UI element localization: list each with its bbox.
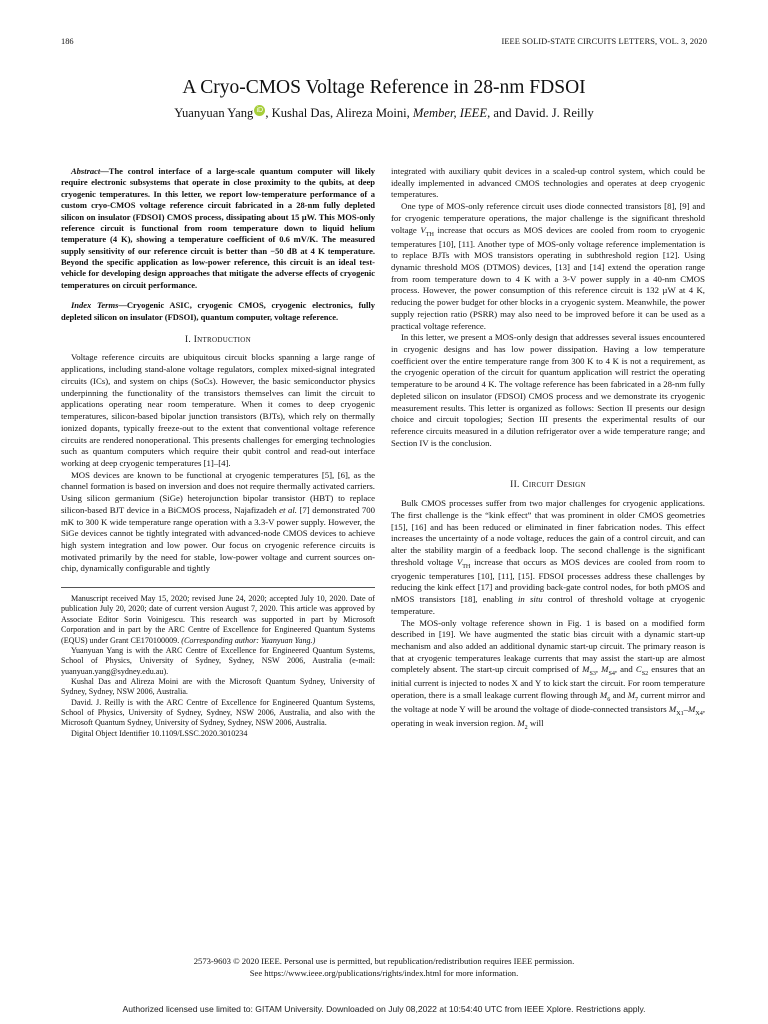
index-terms-label: Index Terms	[71, 300, 119, 311]
right-paragraph-0: integrated with auxiliary qubit devices in a scaled-up control system, which could be ideally implemented in advanced CMOS technologies and operates at deep cryogenic temperatures.	[391, 166, 705, 200]
circuit-paragraph-1: Bulk CMOS processes suffer from two major challenges for cryogenic applications. The first challenge is the “kink effect” that was prominent in older CMOS geometries [15], [16] and has been reduced or eliminated in finer fabrication nodes. This effect increases the uncertainty of a node voltage, reduces the gain of a control circuit, and can alter the stability margin of a feedback loop. The second challenge is the significant threshold voltage $V_{TH}$ increase that occurs as MOS devices are cooled from room to cryogenic temperatures [10], [11], [15]. FDSOI processes address these challenges by reducing the kink effect [17] and providing back-gate control nodes, for both pMOS and nMOS transistors [18], enabling in situ control of threshold voltage at cryogenic temperature.	[391, 498, 706, 616]
abstract-text: —The control interface of a large-scale quantum computer will likely require electronic subsystems that operate in close proximity to the qubits, at deep cryogenic temperatures. In this letter, we report low-temperature performance of a custom cryo-CMOS voltage reference circuit fabricated in a 28-nm fully depleted silicon on insulator (FDSOI) CMOS process, dissipating about 15 µW. This MOS-only reference circuit is functional from room temperature down to liquid helium temperature (4 K), showing a temperature coefficient of 0.6 mV/K. The measured supply sensitivity of our reference circuit is better than −50 dB at 4 K temperature. Beyond the specific application as low-power reference, this circuit is an ideal test-vehicle for developing design approaches that mitigate the adverse effects of cryogenic temperatures on circuit performance.	[61, 166, 375, 290]
footnotes	[61, 587, 375, 739]
journal-header: IEEE SOLID-STATE CIRCUITS LETTERS, VOL. 3, 2020	[501, 37, 707, 46]
abstract	[61, 166, 375, 291]
page-number: 186	[61, 37, 74, 46]
footnote-author-4: David. J. Reilly is with the ARC Centre of Excellence for Engineered Quantum Systems, School of Physics, University of Sydney, Sydney, NSW 2006, Australia, and also with the Microsoft Quantum Sydney, University of Sydney, Sydney, NSW 2006, Australia.	[61, 697, 375, 728]
orcid-icon[interactable]: iD	[254, 105, 265, 116]
copyright-line-2[interactable]: See https://www.ieee.org/publications/rights/index.html for more information.	[249, 967, 519, 978]
footnote-author-1: Yuanyuan Yang is with the ARC Centre of Excellence for Engineered Quantum Systems, School of Physics, University of Sydney, Sydney, NSW 2006, Australia (e-mail: yuanyuan.yang@sydney.edu.au).	[61, 645, 375, 676]
member-ieee: Member, IEEE	[412, 106, 488, 121]
author-2-3: , Kushal Das, Alireza Moini,	[265, 106, 413, 121]
copyright-line-1: 2573-9603 © 2020 IEEE. Personal use is permitted, but republication/redistribution requires IEEE permission.	[193, 956, 575, 966]
author-1: Yuanyuan Yang	[174, 106, 254, 121]
section-heading-introduction: I. Introduction	[185, 334, 251, 345]
right-paragraph-2: In this letter, we present a MOS-only design that addresses several issues encountered in cryogenic designs and has low power dissipation. Having a low temperature coefficient over the entire temperature range from 300 K to 4 K is not a requirement, as the cryogenic operation of the circuit for quantum application will restrict the operating temperature to be around 4 K. The voltage reference has been fabricated in a 28-nm fully depleted silicon on insulator (FDSOI) CMOS process and we demonstrate its cryogenic measurement results. This letter is organized as follows: Section II presents our design choice and circuit topologies; Section III presents the experimental results of our reference circuits measured in a dilution refrigerator over a wide temperature range; and Section IV is the conclusion.	[391, 332, 705, 448]
right-paragraph-1: One type of MOS-only reference circuit uses diode connected transistors [8], [9] and for cryogenic temperature operations, the major challenge is the significant threshold voltage $V_{TH}$ increase that occurs as MOS devices are cooled from room to cryogenic temperatures [10], [11]. Another type of MOS-only voltage reference implementation is to replace BJTs with MOS transistors operating in subthreshold region [12]. Using dynamic threshold MOS (DTMOS) devices, [13] and [14] extend the operation range from room temperature down to 4 K with a 3-V power supply in a 40-nm CMOS process. However, the power consumption of this reference circuit is 132 µW at 4 K, reducing the power budget for other blocks in a cryogenic system. Meanwhile, the power supply rejection ratio (PSRR) may also need to be improved before it can be used as a practical voltage reference.	[391, 201, 705, 331]
access-footer: Authorized licensed use limited to: GITAM University. Downloaded on July 08,2022 at 10:54:40 UTC from IEEE Xplore. Restrictions apply.	[122, 1004, 646, 1014]
author-4: , and David. J. Reilly	[487, 106, 594, 121]
copyright-notice	[0, 956, 768, 979]
footnote-doi: Digital Object Identifier 10.1109/LSSC.2020.3010234	[71, 728, 248, 738]
index-terms-text: —Cryogenic ASIC, cryogenic CMOS, cryogenic electronics, fully depleted silicon on insulator (FDSOI), quantum computer, voltage reference.	[61, 300, 375, 322]
right-column	[391, 166, 705, 732]
footnote-manuscript: Manuscript received May 15, 2020; revised June 24, 2020; accepted July 10, 2020. Date of publication July 20, 2020; date of current version August 7, 2020. This article was approved by Associate Editor Sorin Voinigescu. This research was supported in part by Microsoft Corporation and in part by the ARC Centre of Excellence for Engineered Quantum Systems (EQUS) under Grant CE170100009. (Corresponding author: Yuanyuan Yang.)	[61, 594, 375, 645]
paper-title: A Cryo-CMOS Voltage Reference in 28-nm FDSOI	[182, 77, 586, 98]
section-heading-circuit-design: II. Circuit Design	[510, 480, 586, 491]
intro-paragraph-2: MOS devices are known to be functional at cryogenic temperatures [5], [6], as the channel formation is based on inversion and does not require thermally activated carriers. Using silicon germanium (SiGe) heterojunction bipolar transistor (HBT) to replace silicon-based BJT device in a BiCMOS process, Najafizadeh et al. [7] demonstrated 700 mK to 300 K wide temperature range operation with a 3.3-V power supply. However, the SiGe devices cannot be tightly integrated with advanced-node CMOS devices to achieve high system integration and low power. Our focus on cryogenic reference circuits is motivated primarily by the need for stable, low-power voltage and current sources on-chip, dynamically configurable and tightly	[61, 469, 376, 574]
footnote-divider	[61, 587, 375, 588]
circuit-paragraph-2: The MOS-only voltage reference shown in Fig. 1 is based on a modified form described in [19]. We have augmented the static bias circuit with a dynamic start-up mechanism and also added an additional dynamic start-up circuit. The primary reason is that at cryogenic temperatures leakage currents that may assist the start-up are almost completely absent. The start-up circuit comprised of $M_{S3}$, $M_{S4}$, and $C_{S2}$ ensures that an initial current is injected to nodes X and Y to kick start the circuit. For room temperature operation, there is a small leakage current flowing through $M_6$ and $M_7$ current mirror and the voltage at node Y will be around the voltage of diode-connected transistors $M_{X1}-M_{X4}$, operating in weak inversion region. $M_2$ will	[391, 617, 706, 731]
left-column	[61, 166, 375, 739]
abstract-label: Abstract	[71, 166, 101, 176]
index-terms	[61, 300, 375, 323]
intro-paragraph-1: Voltage reference circuits are ubiquitous circuit blocks spanning a large range of applications, including stand-alone voltage regulators, complex mixed-signal integrated circuits (ICs), and system on chips (SoCs). However, the basic semiconductor physics underpinning the functionality of the transistors themselves can limit the circuit to applications operating near room temperature. When it comes to deep cryogenic temperatures, silicon-based bipolar junction transistors (BJTs), which rely on thermally ionized dopants, typically freeze-out to the extent that conventional voltage reference circuits are rendered nonoperational. This presents challenges for emerging technologies such as quantum computers which require their qubit control and read-out interface working at deep cryogenic temperatures [1]–[4].	[61, 352, 375, 468]
author-list	[0, 105, 768, 121]
footnote-author-2-3: Kushal Das and Alireza Moini are with the Microsoft Quantum Sydney, University of Sydney, Sydney, NSW 2006, Australia.	[61, 677, 375, 697]
